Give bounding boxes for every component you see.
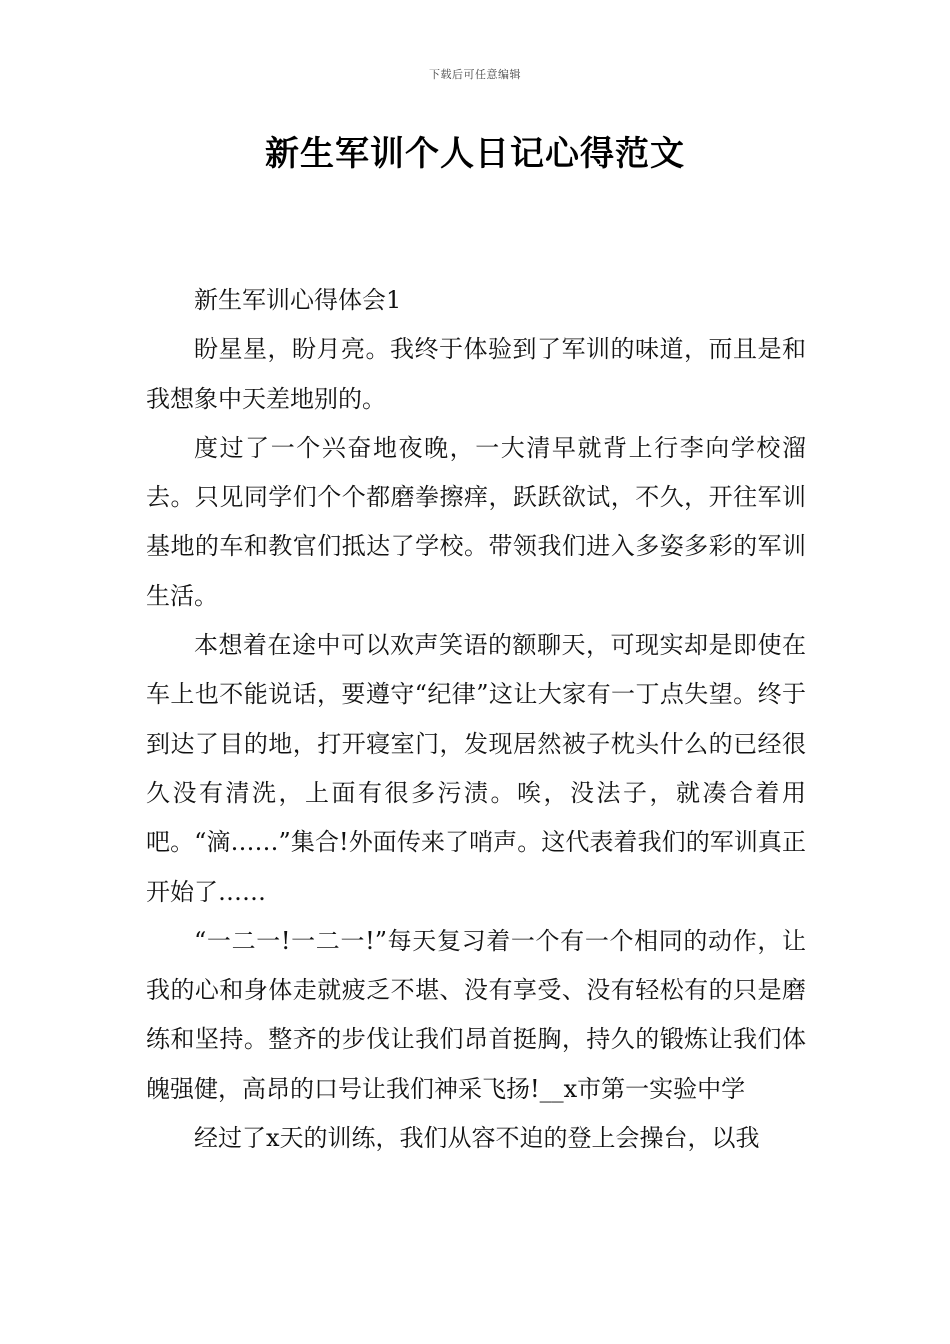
header-note: 下载后可任意编辑: [429, 68, 521, 81]
section-heading: 新生军训心得体会1: [194, 286, 402, 314]
document-body: [146, 276, 806, 1163]
paragraph: 度过了一个兴奋地夜晚，一大清早就背上行李向学校溜去。只见同学们个个都磨拳擦痒，跃跃欲试，不久，开往军训基地的车和教官们抵达了学校。带领我们进入多姿多彩的军训生活。: [146, 433, 806, 610]
paragraph: 盼星星，盼月亮。我终于体验到了军训的味道，而且是和我想象中天差地别的。: [146, 335, 806, 413]
paragraph: “一二一!一二一!”每天复习着一个有一个相同的动作，让我的心和身体走就疲乏不堪、没有享受、没有轻松有的只是磨练和坚持。整齐的步伐让我们昂首挺胸，持久的锻炼让我们体魄强健，高昂的口号让我们神采飞扬!__x市第一实验中学: [146, 926, 806, 1103]
document-title: 新生军训个人日记心得范文: [265, 134, 685, 174]
paragraph: 本想着在途中可以欢声笑语的额聊天，可现实却是即使在车上也不能说话，要遵守“纪律”这让大家有一丁点失望。终于到达了目的地，打开寝室门，发现居然被子枕头什么的已经很久没有清洗，上面有很多污渍。唉，没法子，就凑合着用吧。“滴……”集合!外面传来了哨声。这代表着我们的军训真正开始了……: [146, 631, 806, 906]
paragraph: 经过了x天的训练，我们从容不迫的登上会操台，以我: [194, 1124, 760, 1153]
